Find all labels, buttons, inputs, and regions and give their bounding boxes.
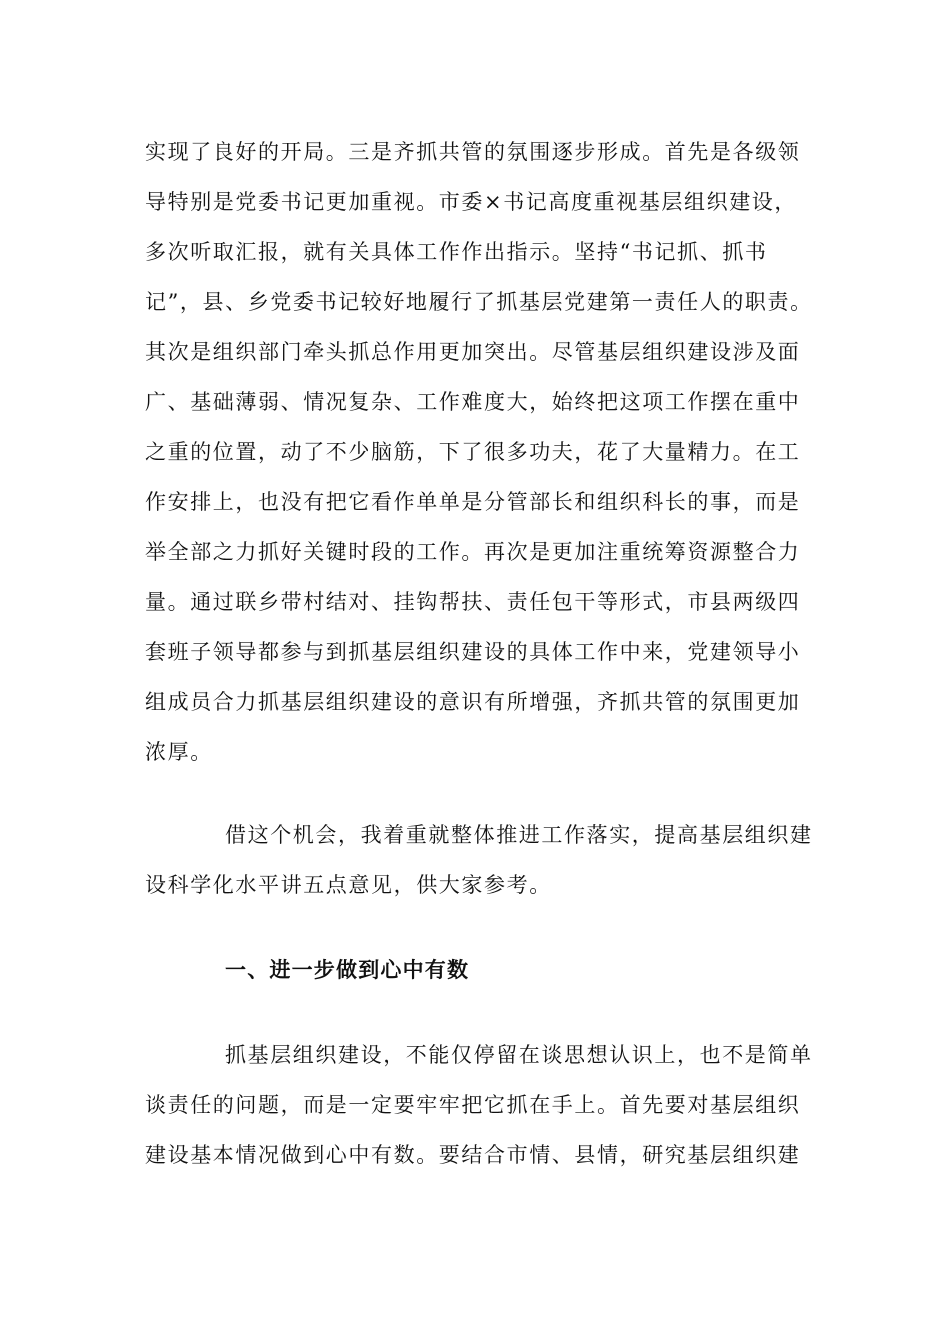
paragraph-1-line-6: 广、基础薄弱、情况复杂、工作难度大，始终把这项工作摆在重中 xyxy=(145,390,801,414)
paragraph-1-line-7: 之重的位置，动了不少脑筋，下了很多功夫，花了大量精力。在工 xyxy=(145,440,801,464)
paragraph-1-line-2: 导特别是党委书记更加重视。市委×书记高度重视基层组织建设， xyxy=(145,190,797,214)
paragraph-1-line-1: 实现了良好的开局。三是齐抓共管的氛围逐步形成。首先是各级领 xyxy=(145,140,801,164)
paragraph-1-line-9: 举全部之力抓好关键时段的工作。再次是更加注重统筹资源整合力 xyxy=(145,540,801,564)
paragraph-1-line-12: 组成员合力抓基层组织建设的意识有所增强，齐抓共管的氛围更加 xyxy=(145,690,801,714)
paragraph-1-line-10: 量。通过联乡带村结对、挂钩帮扶、责任包干等形式，市县两级四 xyxy=(145,590,801,614)
section-heading: 一、进一步做到心中有数 xyxy=(225,957,470,982)
paragraph-1-line-5: 其次是组织部门牵头抓总作用更加突出。尽管基层组织建设涉及面 xyxy=(145,340,801,364)
paragraph-1-line-3: 多次听取汇报，就有关具体工作作出指示。坚持“书记抓、抓书 xyxy=(145,240,768,264)
paragraph-3-line-2: 谈责任的问题，而是一定要牢牢把它抓在手上。首先要对基层组织 xyxy=(145,1093,801,1117)
paragraph-1-line-11: 套班子领导都参与到抓基层组织建设的具体工作中来，党建领导小 xyxy=(145,640,801,664)
paragraph-1-line-8: 作安排上，也没有把它看作单单是分管部长和组织科长的事，而是 xyxy=(145,490,801,514)
paragraph-2-line-2: 设科学化水平讲五点意见，供大家参考。 xyxy=(145,873,552,897)
paragraph-1-line-13: 浓厚。 xyxy=(145,740,213,764)
paragraph-3-line-1: 抓基层组织建设，不能仅停留在谈思想认识上，也不是简单 xyxy=(225,1043,813,1067)
paragraph-2-line-1: 借这个机会，我着重就整体推进工作落实，提高基层组织建 xyxy=(225,823,813,847)
paragraph-3-line-3: 建设基本情况做到心中有数。要结合市情、县情，研究基层组织建 xyxy=(145,1143,801,1167)
paragraph-1-line-4: 记”，县、乡党委书记较好地履行了抓基层党建第一责任人的职责。 xyxy=(145,290,813,314)
